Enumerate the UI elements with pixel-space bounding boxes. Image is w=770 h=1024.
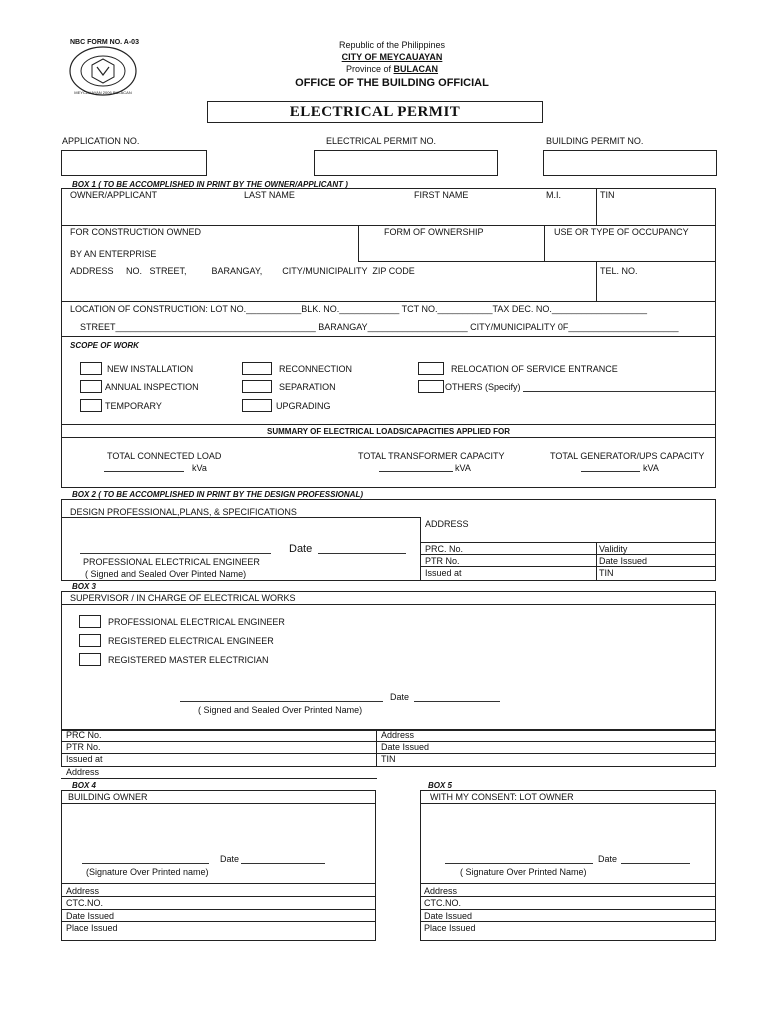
box5-signature-line[interactable] [445,863,593,864]
construction-owned-label: FOR CONSTRUCTION OWNED [70,227,201,237]
office-name: OFFICE OF THE BUILDING OFFICIAL [295,77,489,89]
box5-date-line[interactable] [621,863,690,864]
pee-title: PROFESSIONAL ELECTRICAL ENGINEER [83,557,260,567]
box5-signature-caption: ( Signature Over Printed Name) [460,867,587,877]
transformer-field[interactable] [379,471,453,472]
box2-date-label: Date [289,543,313,555]
scope-of-work-heading: SCOPE OF WORK [70,341,139,350]
box3-issued-at-label: Issued at [66,754,103,764]
box1-heading: BOX 1 ( TO BE ACCOMPLISHED IN PRINT BY THE OWNER/APPLICANT ) [72,180,348,189]
relocation-checkbox[interactable] [418,362,444,375]
box2-heading: BOX 2 ( TO BE ACCOMPLISHED IN PRINT BY THE DESIGN PROFESSIONAL) [72,490,363,499]
province-label: Province of [345,64,391,74]
pee-signature-line[interactable] [80,553,271,554]
location-of-construction[interactable]: LOCATION OF CONSTRUCTION: LOT NO.___________BLK. NO.____________ TCT NO.___________TAX DEC. NO.___________________ [70,304,647,314]
summary-heading: SUMMARY OF ELECTRICAL LOADS/CAPACITIES APPLIED FOR [267,427,510,436]
total-transformer-label: TOTAL TRANSFORMER CAPACITY [358,451,505,461]
new-installation-label: NEW INSTALLATION [107,364,194,374]
page-title: ELECTRICAL PERMIT [289,104,461,120]
lot-owner-consent-label: WITH MY CONSENT: LOT OWNER [430,792,574,802]
box3-heading: BOX 3 [72,582,97,591]
building-permit-no-label: BUILDING PERMIT NO. [546,136,644,146]
design-professional-label: DESIGN PROFESSIONAL,PLANS, & SPECIFICATIONS [70,507,297,517]
box3-date-line[interactable] [414,701,500,702]
others-label: OTHERS (Specify) [445,382,521,392]
box5-place-issued-label: Place Issued [424,923,476,933]
seal-text: MEYCAUAYAN 2006 BULACAN [74,90,132,95]
owner-applicant-label: OWNER/APPLICANT [70,190,158,200]
building-permit-no-field[interactable] [543,150,717,176]
total-generator-label: TOTAL GENERATOR/UPS CAPACITY [550,451,705,461]
province-name: BULACAN [393,64,439,74]
mi-label: M.I. [546,190,561,200]
supervisor-signature-line[interactable] [180,701,383,702]
box5-ctc-label: CTC.NO. [424,898,461,908]
others-checkbox[interactable] [418,380,444,393]
annual-inspection-checkbox[interactable] [80,380,102,393]
box3-address-label: Address [381,730,415,740]
box2-issued-at-label: Issued at [425,568,462,578]
box2-signed-sealed: ( Signed and Sealed Over Pinted Name) [85,569,247,579]
box4-signature-caption: (Signature Over Printed name) [86,867,209,877]
upgrading-label: UPGRADING [276,401,331,411]
box2-address-label: ADDRESS [425,519,469,529]
rme-option-label: REGISTERED MASTER ELECTRICIAN [108,655,269,665]
separation-label: SEPARATION [279,382,336,392]
box3-signed-sealed: ( Signed and Sealed Over Printed Name) [198,705,363,715]
box4-date-label: Date [220,854,240,864]
box3-ptr-label: PTR No. [66,742,101,752]
form-of-ownership-label: FORM OF OWNERSHIP [384,227,484,237]
box2-date-issued-label: Date Issued [599,556,648,566]
form-number: NBC FORM NO. A-03 [70,39,139,46]
box5-date-issued-label: Date Issued [424,911,473,921]
province-line [0,64,770,75]
box2-ptr-label: PTR No. [425,556,460,566]
rme-checkbox[interactable] [79,653,101,666]
box2-validity-label: Validity [599,544,628,554]
box4-signature-line[interactable] [82,863,209,864]
box4-heading: BOX 4 [72,781,97,790]
pee-option-label: PROFESSIONAL ELECTRICAL ENGINEER [108,617,285,627]
box4-date-line[interactable] [241,863,325,864]
new-installation-checkbox[interactable] [80,362,102,375]
box3-date-label: Date [390,692,410,702]
electrical-permit-no-label: ELECTRICAL PERMIT NO. [326,136,437,146]
box2-date-line[interactable] [318,553,406,554]
connected-load-field[interactable] [104,471,184,472]
by-enterprise-label: BY AN ENTERPRISE [70,249,157,259]
application-no-label: APPLICATION NO. [62,136,140,146]
ree-checkbox[interactable] [79,634,101,647]
tin-label: TIN [600,190,615,200]
box3-prc-label: PRC No. [66,730,102,740]
pee-checkbox[interactable] [79,615,101,628]
box2-prc-label: PRC. No. [425,544,464,554]
temporary-checkbox[interactable] [80,399,102,412]
application-no-field[interactable] [61,150,207,176]
upgrading-checkbox[interactable] [242,399,272,412]
tel-no-label: TEL. NO. [600,266,638,276]
street-barangay-city[interactable]: STREET________________________________________ BARANGAY____________________ CITY/MUNICIPALITY 0F______________________ [80,322,679,332]
box5-address-label: Address [424,886,458,896]
ree-option-label: REGISTERED ELECTRICAL ENGINEER [108,636,274,646]
temporary-label: TEMPORARY [105,401,162,411]
electrical-permit-no-field[interactable] [314,150,498,176]
box4-place-issued-label: Place Issued [66,923,118,933]
reconnection-checkbox[interactable] [242,362,272,375]
generator-field[interactable] [581,471,640,472]
relocation-label: RELOCATION OF SERVICE ENTRANCE [451,364,618,374]
supervisor-label: SUPERVISOR / IN CHARGE OF ELECTRICAL WORKS [70,593,296,603]
box3-tin-label: TIN [381,754,396,764]
box5-heading: BOX 5 [428,781,453,790]
reconnection-label: RECONNECTION [279,364,353,374]
box4-ctc-label: CTC.NO. [66,898,103,908]
transformer-unit: kVA [455,463,471,473]
annual-inspection-label: ANNUAL INSPECTION [105,382,199,392]
first-name-label: FIRST NAME [414,190,469,200]
republic-text: Republic of the Philippines [338,40,446,50]
box4-date-issued-label: Date Issued [66,911,115,921]
box2-tin-label: TIN [599,568,614,578]
box3-address-left-label: Address [66,767,100,777]
last-name-label: LAST NAME [244,190,295,200]
city-name: CITY OF MEYCAUAYAN [341,52,443,62]
others-specify-line[interactable] [523,391,715,392]
box4-address-label: Address [66,886,100,896]
generator-unit: kVA [643,463,659,473]
box3-date-issued-label: Date Issued [381,742,430,752]
box5-date-label: Date [598,854,618,864]
address-label: ADDRESS NO. STREET, BARANGAY, CITY/MUNICIPALITY ZIP CODE [70,266,415,276]
separation-checkbox[interactable] [242,380,272,393]
connected-load-unit: kVa [192,463,207,473]
total-connected-load-label: TOTAL CONNECTED LOAD [107,451,222,461]
use-type-occupancy-label: USE OR TYPE OF OCCUPANCY [554,227,689,237]
building-owner-label: BUILDING OWNER [68,792,148,802]
